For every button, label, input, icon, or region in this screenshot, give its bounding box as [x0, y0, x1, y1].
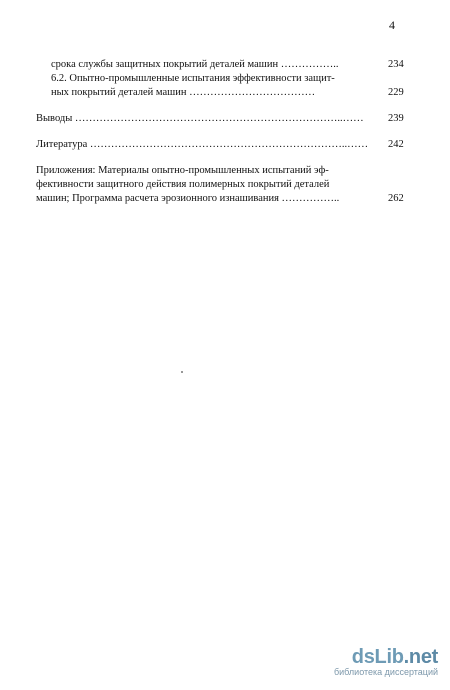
toc-entry-4-text: Литература ………………………………………………………………..……	[36, 139, 369, 150]
scan-speck	[181, 371, 183, 373]
page-number: 4	[389, 18, 395, 32]
toc-entry-2-page: 229	[388, 87, 404, 98]
watermark-logo-tld: .net	[403, 646, 438, 668]
toc-entry-5-text-line-3: машин; Программа расчета эрозионного изнашивания ……………..	[36, 193, 340, 204]
toc-entry-2-text-line-1: 6.2. Опытно-промышленные испытания эффективности защит-	[51, 73, 335, 84]
toc-entry-5-text-line-2: фективности защитного действия полимерных покрытий деталей	[36, 179, 330, 190]
toc-entry-1-page: 234	[388, 59, 404, 70]
toc-entry-5-text-line-1: Приложения: Материалы опытно-промышленных испытаний эф-	[36, 165, 329, 176]
watermark-logo	[334, 647, 438, 667]
watermark-logo-main: dsLib	[351, 646, 404, 668]
toc-entry-3-page: 239	[388, 113, 404, 124]
toc-entry-2-text-line-2: ных покрытий деталей машин ………………………………	[51, 87, 316, 98]
watermark-subtitle: библиотека диссертаций	[333, 667, 438, 677]
toc-entry-4-page: 242	[388, 139, 404, 150]
toc-entry-1-text: срока службы защитных покрытий деталей машин ……………..	[51, 59, 339, 70]
watermark	[334, 647, 438, 678]
toc-entry-5-page: 262	[388, 193, 404, 204]
toc-entry-3-text: Выводы …………………………………………………………………..……	[36, 113, 364, 124]
